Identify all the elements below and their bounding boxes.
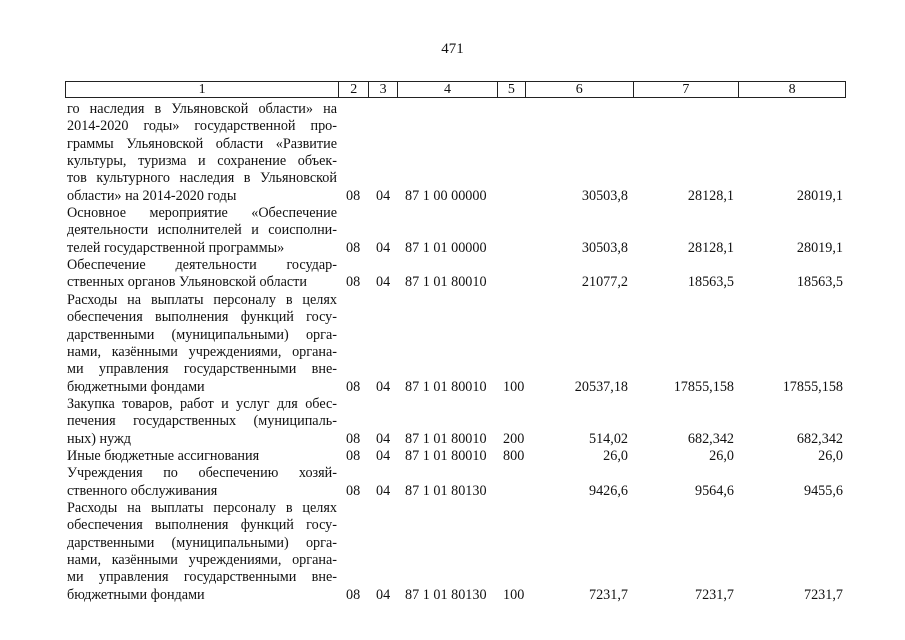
amount-col-6: 514,02	[588, 430, 628, 447]
description-line: Расходы на выплаты персоналу в целях	[67, 291, 337, 308]
target-article-code: 87 1 01 80010	[405, 430, 487, 447]
description-line: бюджетными фондами	[67, 378, 205, 395]
row-description	[67, 448, 337, 465]
subsection-code: 04	[376, 586, 391, 603]
description-line: ных) нужд	[67, 430, 132, 447]
amount-col-7: 7231,7	[694, 586, 734, 603]
expense-type-code: 100	[503, 378, 525, 395]
table-row	[0, 448, 905, 465]
header-col-7: 7	[633, 82, 739, 97]
section-code: 08	[346, 448, 361, 464]
amount-col-7: 9564,6	[694, 482, 734, 499]
amount-col-8: 28019,1	[796, 187, 843, 204]
amount-col-6: 20537,18	[574, 378, 628, 395]
section-code: 08	[346, 430, 361, 447]
description-line: го наследия в Ульяновской области» на	[67, 101, 337, 117]
target-article-code: 87 1 00 00000	[405, 187, 487, 204]
table-row	[0, 205, 905, 257]
description-line: дарственными (муниципальными) орга-	[67, 326, 337, 343]
header-col-4: 4	[397, 82, 497, 97]
amount-col-7: 17855,158	[673, 378, 734, 395]
description-line: культуры, туризма и сохранение объек-	[67, 153, 337, 170]
amount-col-8: 17855,158	[782, 378, 843, 395]
row-description	[67, 205, 337, 257]
amount-col-7: 28128,1	[687, 239, 734, 256]
section-code: 08	[346, 274, 361, 291]
description-line: обеспечения выполнения функций госу-	[67, 517, 337, 534]
table-row	[0, 465, 905, 500]
amount-col-6: 30503,8	[581, 239, 628, 256]
row-description	[67, 500, 337, 604]
subsection-code: 04	[376, 378, 391, 395]
expense-type-code: 800	[503, 448, 525, 464]
row-description	[67, 101, 337, 205]
subsection-code: 04	[376, 187, 391, 204]
row-description	[67, 465, 337, 500]
description-line: тов культурного наследия в Ульяновской	[67, 170, 337, 187]
description-line: ственных органов Ульяновской области	[67, 274, 307, 291]
section-code: 08	[346, 187, 361, 204]
description-line: деятельности исполнителей и соисполни-	[67, 222, 337, 239]
expense-type-code: 100	[503, 586, 525, 603]
description-line: Учреждения по обеспечению хозяй-	[67, 465, 337, 482]
header-col-5: 5	[497, 82, 525, 97]
amount-col-8: 7231,7	[803, 586, 843, 603]
row-description	[67, 292, 337, 396]
description-line: нами, казёнными учреждениями, органа-	[67, 343, 337, 360]
amount-col-7: 18563,5	[687, 274, 734, 291]
header-col-2: 2	[338, 82, 368, 97]
amount-col-7: 28128,1	[687, 187, 734, 204]
description-line: Основное мероприятие «Обеспечение	[67, 205, 337, 222]
table-row	[0, 292, 905, 396]
description-line: Расходы на выплаты персоналу в целях	[67, 500, 337, 517]
amount-col-6: 9426,6	[588, 482, 628, 499]
section-code: 08	[346, 482, 361, 499]
amount-col-7: 26,0	[709, 448, 734, 464]
section-code: 08	[346, 378, 361, 395]
target-article-code: 87 1 01 80010	[405, 274, 487, 291]
amount-col-6: 26,0	[603, 448, 628, 464]
description-line: ственного обслуживания	[67, 482, 218, 499]
header-col-6: 6	[525, 82, 633, 97]
description-line: телей государственной программы»	[67, 239, 285, 256]
table-row	[0, 396, 905, 448]
subsection-code: 04	[376, 239, 391, 256]
description-line: обеспечения выполнения функций госу-	[67, 309, 337, 326]
header-col-1: 1	[198, 82, 206, 97]
subsection-code: 04	[376, 430, 391, 447]
table-row	[0, 500, 905, 604]
description-line: ми управления государственными вне-	[67, 361, 337, 378]
subsection-code: 04	[376, 482, 391, 499]
row-description	[67, 396, 337, 448]
table-row	[0, 101, 905, 205]
target-article-code: 87 1 01 80010	[405, 448, 487, 464]
section-code: 08	[346, 586, 361, 603]
amount-col-8: 28019,1	[796, 239, 843, 256]
table-header	[65, 81, 846, 98]
header-col-8: 8	[738, 82, 845, 97]
description-line: Обеспечение деятельности государ-	[67, 257, 337, 274]
description-line: Закупка товаров, работ и услуг для обес-	[67, 395, 337, 412]
target-article-code: 87 1 01 80130	[405, 586, 487, 603]
target-article-code: 87 1 01 00000	[405, 239, 487, 256]
subsection-code: 04	[376, 274, 391, 291]
description-line: печения государственных (муниципаль-	[67, 413, 337, 430]
description-line: ми управления государственными вне-	[67, 569, 337, 586]
header-col-3: 3	[368, 82, 397, 97]
amount-col-7: 682,342	[687, 430, 734, 447]
target-article-code: 87 1 01 80130	[405, 482, 487, 499]
amount-col-8: 18563,5	[796, 274, 843, 291]
description-line: дарственными (муниципальными) орга-	[67, 534, 337, 551]
section-code: 08	[346, 239, 361, 256]
amount-col-8: 9455,6	[803, 482, 843, 499]
amount-col-8: 682,342	[796, 430, 843, 447]
description-line: бюджетными фондами	[67, 586, 205, 603]
description-line: нами, казёнными учреждениями, органа-	[67, 552, 337, 569]
description-line: Иные бюджетные ассигнования	[67, 448, 260, 464]
table-row	[0, 257, 905, 292]
amount-col-6: 21077,2	[581, 274, 628, 291]
description-line: области» на 2014-2020 годы	[67, 187, 237, 204]
expense-type-code: 200	[503, 430, 525, 447]
amount-col-8: 26,0	[818, 448, 843, 464]
page-number: 471	[441, 41, 464, 57]
description-line: 2014-2020 годы» государственной про-	[67, 118, 337, 135]
row-description	[67, 257, 337, 292]
target-article-code: 87 1 01 80010	[405, 378, 487, 395]
subsection-code: 04	[376, 448, 391, 464]
amount-col-6: 7231,7	[588, 586, 628, 603]
description-line: граммы Ульяновской области «Развитие	[67, 135, 337, 152]
amount-col-6: 30503,8	[581, 187, 628, 204]
